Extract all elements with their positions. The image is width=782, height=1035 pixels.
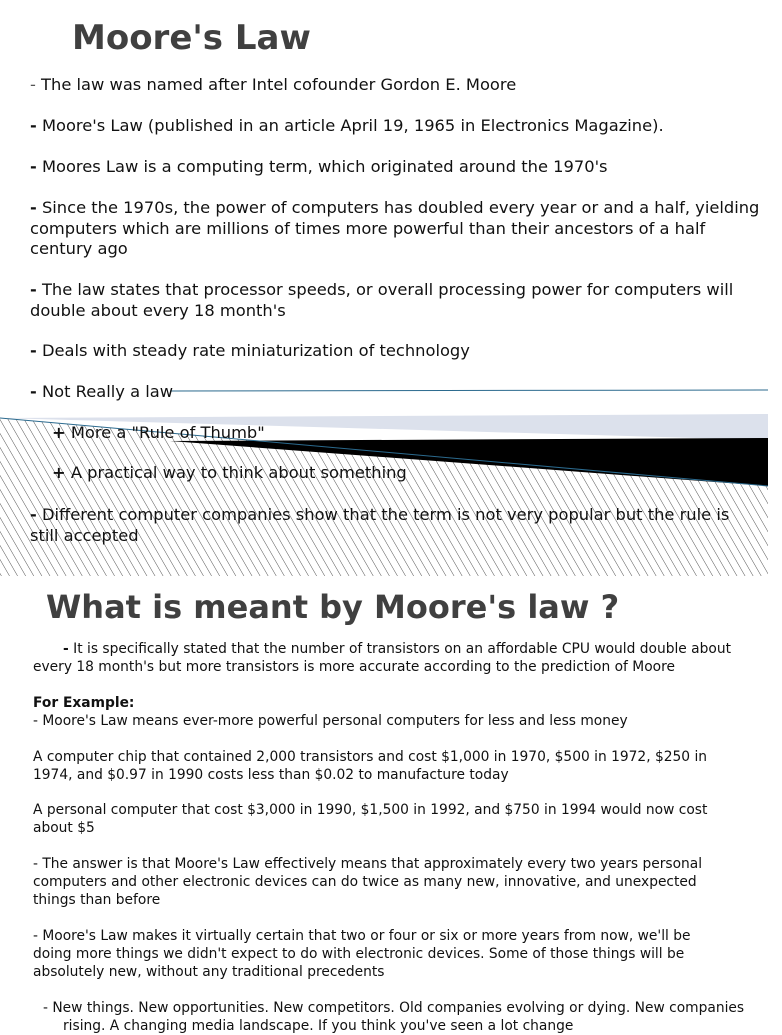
bullet-computing-term: - Moores Law is a computing term, which originated around the 1970's bbox=[30, 157, 608, 176]
paragraph-more-powerful: - Moore's Law means ever-more powerful personal computers for less and less money bbox=[33, 713, 628, 729]
paragraph-chip-cost: A computer chip that contained 2,000 transistors and cost $1,000 in 1970, $500 in 1972, $250 in 1974, and $0.97 in 1990 costs less than $0.02 to manufacture today bbox=[33, 749, 708, 783]
bullet-power-doubled: - Since the 1970s, the power of computers has doubled every year or and a half, yielding computers which are millions of times more powerful than their ancestors of a half century ago bbox=[30, 198, 760, 258]
slide-title: Moore's Law bbox=[72, 18, 311, 58]
slide-what-is-meant bbox=[0, 576, 768, 1034]
bullet-different-companies: - Different computer companies show that the term is not very popular but the rule is still accepted bbox=[30, 505, 730, 545]
paragraph-answer: - The answer is that Moore's Law effectively means that approximately every two years personal computers and other electronic devices can do twice as many new, innovative, and unexpected things than before bbox=[33, 856, 703, 908]
paragraph-pc-cost: A personal computer that cost $3,000 in 1990, $1,500 in 1992, and $750 in 1994 would now cost about $5 bbox=[33, 802, 708, 836]
slide-title: What is meant by Moore's law ? bbox=[46, 588, 620, 626]
bullet-named-after: - The law was named after Intel cofounder Gordon E. Moore bbox=[30, 75, 517, 94]
intro-paragraph: - It is specifically stated that the number of transistors on an affordable CPU would double about every 18 month's but more transistors is more accurate according to the prediction of Moore bbox=[33, 641, 731, 675]
example-heading: For Example: bbox=[33, 695, 135, 711]
bullet-not-really-law: - Not Really a law bbox=[30, 382, 174, 401]
bullet-miniaturization: - Deals with steady rate miniaturization of technology bbox=[30, 341, 470, 360]
sub-bullet-rule-of-thumb: + More a "Rule of Thumb" bbox=[52, 423, 265, 442]
paragraph-new-things: - New things. New opportunities. New competitors. Old companies evolving or dying. New companies rising. A changing media landscape. If you think you've seen a lot change bbox=[43, 1000, 745, 1034]
bullet-published: - Moore's Law (published in an article April 19, 1965 in Electronics Magazine). bbox=[30, 116, 664, 135]
bullet-law-states: - The law states that processor speeds, or overall processing power for computers will double about every 18 month's bbox=[30, 280, 734, 320]
paragraph-virtually-certain: - Moore's Law makes it virtually certain that two or four or six or more years from now, we'll be doing more things we didn't expect to do with electronic devices. Some of those things will be absolutely new, without any traditional precedents bbox=[33, 928, 691, 980]
sub-bullet-practical-way: + A practical way to think about something bbox=[52, 463, 407, 482]
